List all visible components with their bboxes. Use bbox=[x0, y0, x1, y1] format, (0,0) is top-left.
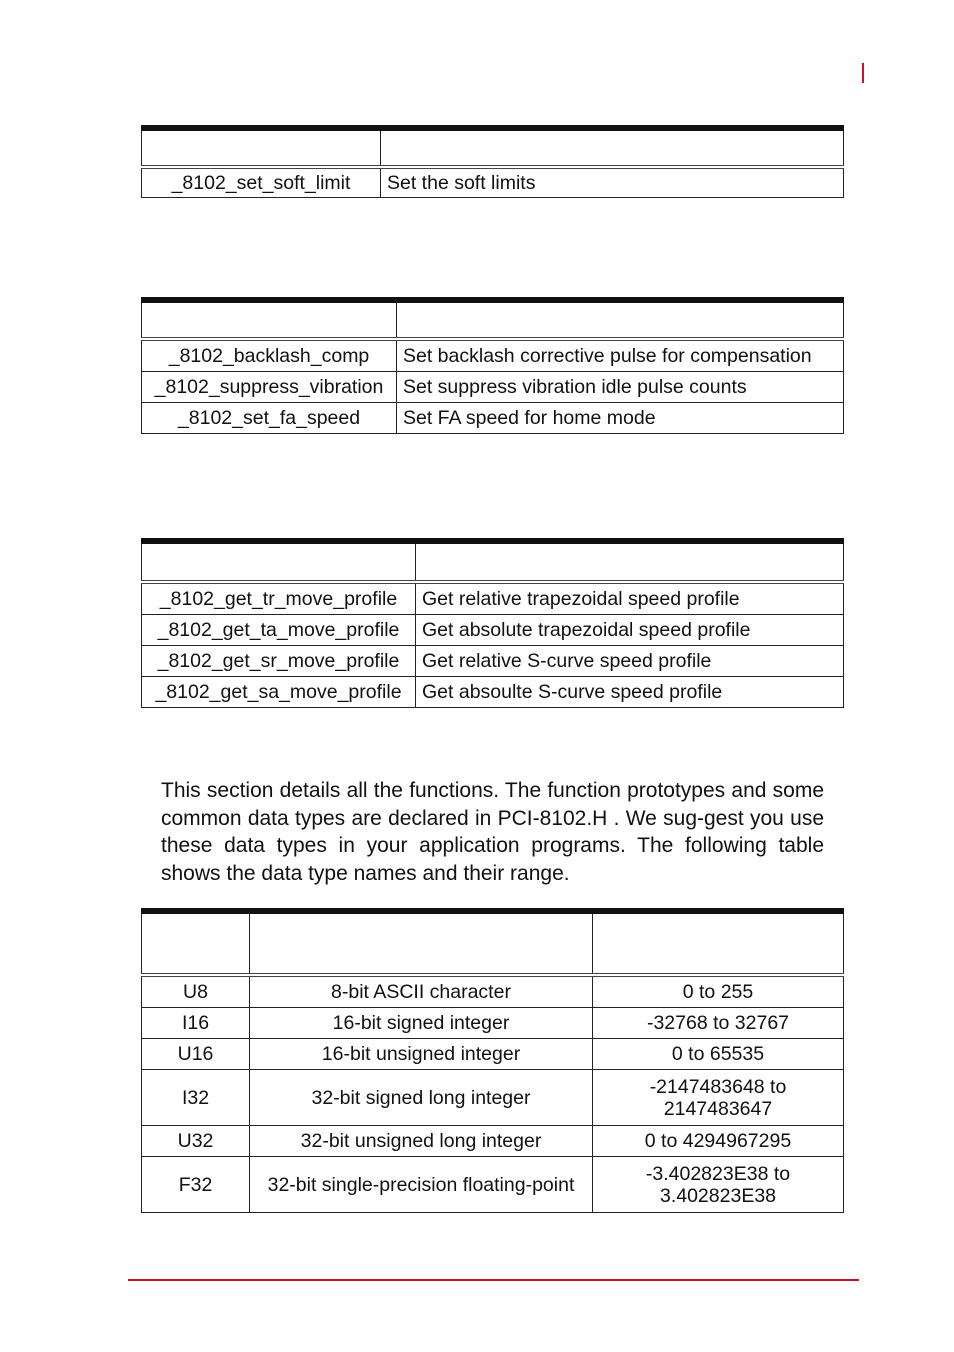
function-description-cell: Get relative trapezoidal speed profile bbox=[416, 582, 844, 615]
vibration-function-table bbox=[141, 297, 844, 434]
type-name-cell: I16 bbox=[142, 1008, 250, 1039]
data-types-intro-paragraph: This section details all the functions. The function prototypes and some common data types are declared in PCI-8102.H . We sug-gest you use these data types in your application programs. The following table shows the data type names and their range. bbox=[161, 779, 824, 885]
table-row bbox=[142, 1157, 844, 1213]
header-cell bbox=[250, 911, 593, 975]
type-description-cell: 16-bit signed integer bbox=[250, 1008, 593, 1039]
header-accent-mark bbox=[862, 63, 864, 83]
function-name-cell: _8102_set_fa_speed bbox=[142, 403, 397, 434]
table-row bbox=[142, 677, 844, 708]
type-description-cell: 32-bit unsigned long integer bbox=[250, 1126, 593, 1157]
header-cell bbox=[593, 911, 844, 975]
table-header-row bbox=[142, 128, 844, 167]
type-range-cell bbox=[593, 1157, 844, 1213]
header-cell bbox=[416, 541, 844, 582]
table-row bbox=[142, 1070, 844, 1126]
range-line: -2147483648 to bbox=[649, 1075, 787, 1098]
type-range-cell: -32768 to 32767 bbox=[593, 1008, 844, 1039]
function-description-cell: Set the soft limits bbox=[381, 167, 844, 198]
footer-rule bbox=[128, 1279, 859, 1281]
type-range-cell: 0 to 4294967295 bbox=[593, 1126, 844, 1157]
type-range-cell: 0 to 255 bbox=[593, 975, 844, 1008]
function-description-cell: Get absolute trapezoidal speed profile bbox=[416, 615, 844, 646]
header-cell bbox=[142, 128, 381, 167]
header-cell bbox=[142, 911, 250, 975]
type-name-cell: U8 bbox=[142, 975, 250, 1008]
table-row bbox=[142, 339, 844, 372]
range-line: 3.402823E38 bbox=[659, 1184, 777, 1207]
table-header-row bbox=[142, 911, 844, 975]
table-row bbox=[142, 403, 844, 434]
table-row bbox=[142, 582, 844, 615]
table-row bbox=[142, 372, 844, 403]
function-name-cell: _8102_get_tr_move_profile bbox=[142, 582, 416, 615]
table-row bbox=[142, 1126, 844, 1157]
function-description-cell: Set suppress vibration idle pulse counts bbox=[397, 372, 844, 403]
table-row bbox=[142, 167, 844, 198]
function-description-cell: Get relative S-curve speed profile bbox=[416, 646, 844, 677]
function-name-cell: _8102_get_sr_move_profile bbox=[142, 646, 416, 677]
type-description-cell: 32-bit single-precision floating-point bbox=[250, 1157, 593, 1213]
function-name-cell: _8102_backlash_comp bbox=[142, 339, 397, 372]
function-name-cell: _8102_suppress_vibration bbox=[142, 372, 397, 403]
header-cell bbox=[397, 300, 844, 339]
table-row bbox=[142, 975, 844, 1008]
function-description-cell: Set FA speed for home mode bbox=[397, 403, 844, 434]
table-row bbox=[142, 615, 844, 646]
table-header-row bbox=[142, 541, 844, 582]
type-name-cell: U32 bbox=[142, 1126, 250, 1157]
data-types-table bbox=[141, 908, 844, 1213]
range-line: 2147483647 bbox=[663, 1097, 773, 1120]
type-name-cell: F32 bbox=[142, 1157, 250, 1213]
type-description-cell: 16-bit unsigned integer bbox=[250, 1039, 593, 1070]
type-name-cell: U16 bbox=[142, 1039, 250, 1070]
function-name-cell: _8102_get_sa_move_profile bbox=[142, 677, 416, 708]
move-profile-function-table bbox=[141, 538, 844, 708]
table-row bbox=[142, 1039, 844, 1070]
function-description-cell: Get absoulte S-curve speed profile bbox=[416, 677, 844, 708]
table-header-row bbox=[142, 300, 844, 339]
type-description-cell: 32-bit signed long integer bbox=[250, 1070, 593, 1126]
type-range-cell bbox=[593, 1070, 844, 1126]
soft-limit-function-table bbox=[141, 125, 844, 198]
function-name-cell: _8102_set_soft_limit bbox=[142, 167, 381, 198]
type-description-cell: 8-bit ASCII character bbox=[250, 975, 593, 1008]
table-row bbox=[142, 646, 844, 677]
header-cell bbox=[142, 541, 416, 582]
function-name-cell: _8102_get_ta_move_profile bbox=[142, 615, 416, 646]
header-cell bbox=[381, 128, 844, 167]
range-line: -3.402823E38 to bbox=[645, 1162, 791, 1185]
header-cell bbox=[142, 300, 397, 339]
type-name-cell: I32 bbox=[142, 1070, 250, 1126]
function-description-cell: Set backlash corrective pulse for compensation bbox=[397, 339, 844, 372]
table-row bbox=[142, 1008, 844, 1039]
type-range-cell: 0 to 65535 bbox=[593, 1039, 844, 1070]
